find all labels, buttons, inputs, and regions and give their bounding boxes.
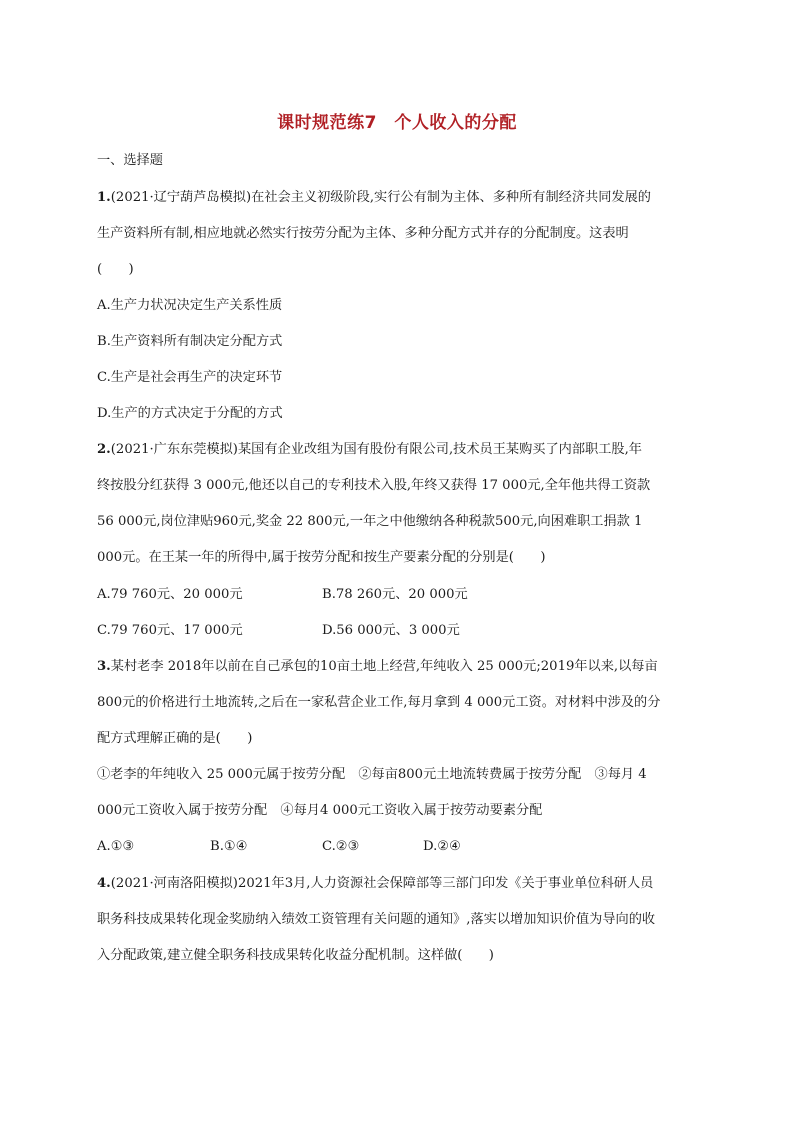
q4-text-1: (2021·河南洛阳模拟)2021年3月,人力资源社会保障部等三部门印发《关于事业单位科研人员 [110,876,654,891]
q2-option-b: B.78 260元、20 000元 [322,587,468,602]
q2-option-a: A.79 760元、20 000元 [97,587,243,602]
q3-line-2: 800元的价格进行土地流转,之后在一家私营企业工作,每月拿到 4 000元工资。对材料中涉及的分 [97,695,661,710]
q1-option-d: D.生产的方式决定于分配的方式 [97,406,283,421]
q2-option-c: C.79 760元、17 000元 [97,623,243,638]
q2-number: 2. [97,442,111,457]
q2-text-1: (2021·广东东莞模拟)某国有企业改组为国有股份有限公司,技术员王某购买了内部职工股,年 [110,442,642,457]
q1-option-b: B.生产资料所有制决定分配方式 [97,334,283,349]
q2-line-3: 56 000元,岗位津贴960元,奖金 22 800元,一年之中他缴纳各种税款500元,向困难职工捐款 1 [97,514,643,529]
section-heading: 一、选择题 [97,153,163,168]
q2-line-1 [97,440,697,460]
q4-line-1 [97,874,697,894]
q4-line-3: 入分配政策,建立健全职务科技成果转化收益分配机制。这样做( ) [97,948,494,963]
q3-number: 3. [97,659,111,674]
q1-text-1: (2021·辽宁葫芦岛模拟)在社会主义初级阶段,实行公有制为主体、多种所有制经济共同发展的 [110,190,651,205]
q3-line-3: 配方式理解正确的是( ) [97,731,253,746]
q3-text-1: 某村老李 2018年以前在自己承包的10亩土地上经营,年纯收入 25 000元;2019年以来,以每亩 [110,659,658,674]
q3-statement-line-1: ①老李的年纯收入 25 000元属于按劳分配 ②每亩800元土地流转费属于按劳分配 ③每月 4 [97,767,647,782]
q1-line-2: 生产资料所有制,相应地就必然实行按劳分配为主体、多种分配方式并存的分配制度。这表明 [97,226,629,241]
q2-option-d: D.56 000元、3 000元 [322,623,460,638]
q1-number: 1. [97,190,111,205]
page-title: 课时规范练7 个人收入的分配 [277,113,517,133]
q3-option-c: C.②③ [322,839,360,854]
q1-line-1 [97,188,697,208]
q3-option-d: D.②④ [423,839,461,854]
q3-line-1 [97,657,697,677]
q3-option-b: B.①④ [210,839,248,854]
q4-line-2: 职务科技成果转化现金奖励纳入绩效工资管理有关问题的通知》,落实以增加知识价值为导向的收 [97,912,656,927]
q1-answer-blank: ( ) [97,262,134,277]
q3-option-a: A.①③ [97,839,135,854]
q4-number: 4. [97,876,111,891]
q2-line-2: 终按股分红获得 3 000元,他还以自己的专利技术入股,年终又获得 17 000元,全年他共得工资款 [97,478,651,493]
q3-statement-line-2: 000元工资收入属于按劳分配 ④每月4 000元工资收入属于按劳动要素分配 [97,803,543,818]
q1-option-c: C.生产是社会再生产的决定环节 [97,370,283,385]
q1-option-a: A.生产力状况决定生产关系性质 [97,298,283,313]
q2-line-4: 000元。在王某一年的所得中,属于按劳分配和按生产要素分配的分别是( ) [97,550,546,565]
